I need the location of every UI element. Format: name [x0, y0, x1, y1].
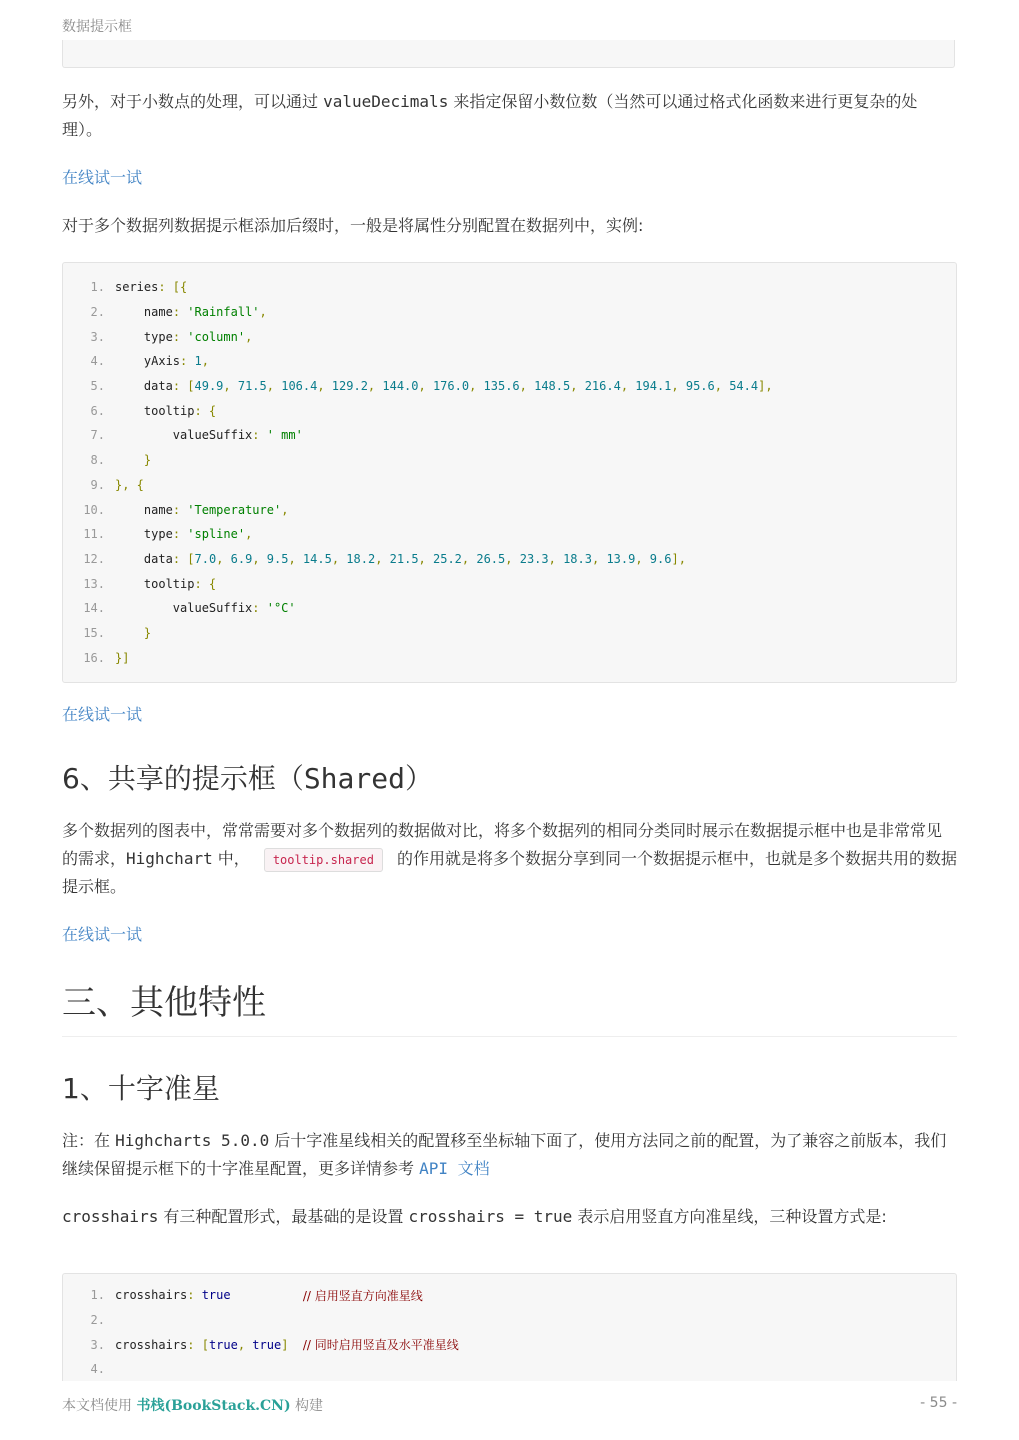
data-value: 23.3 — [519, 551, 549, 566]
code-line: 3. type : 'column' , — [90, 329, 253, 344]
data-value: 9.6 — [649, 551, 672, 566]
code-line: 7. valueSuffix : ' mm' — [90, 428, 303, 443]
code-line: 1. series : [{ — [90, 280, 188, 295]
data-value: 144.0 — [382, 379, 419, 394]
data-value: 6.9 — [230, 551, 253, 566]
code-line: 3. crosshairs : [ true , true ] // 同时启用竖直及水平准星线 — [90, 1337, 459, 1353]
bookstack-link[interactable]: 书栈(BookStack.CN) — [136, 1398, 291, 1414]
code-line: 10. name : 'Temperature' , — [83, 502, 289, 517]
suffix-paragraph: 对于多个数据列数据提示框添加后缀时，一般是将属性分别配置在数据列中，实例: — [62, 216, 644, 235]
api-docs-link[interactable]: API 文档 — [419, 1159, 490, 1178]
code-line: 4. yAxis : 1 , — [90, 354, 209, 369]
data-value: 148.5 — [534, 379, 571, 394]
data-value: 21.5 — [389, 551, 419, 566]
try-online-link[interactable]: 在线试一试 — [62, 168, 143, 187]
data-value: 18.2 — [346, 551, 376, 566]
data-value: 18.3 — [563, 551, 592, 566]
shared-paragraph: 多个数据列的图表中，常常需要对多个数据列的数据做对比，将多个数据列的相同分类同时展示在数据提示框中也是非常常见的需求，Highchart 中， tooltip.shared 的作用就是将多个数据分享到同一个数据提示框中，也就是多个数据共用的数据提示框。 — [62, 821, 957, 896]
code-block-crosshairs-clip — [62, 1273, 957, 1381]
data-value: 106.4 — [281, 379, 318, 394]
crosshairs-note: 注：在 Highcharts 5.0.0 后十字准星线相关的配置移至坐标轴下面了，使用方法同之前的配置，为了兼容之前版本，我们继续保留提示框下的十字准星配置，更多详情参考 API 文档 — [62, 1131, 947, 1178]
code-block-series — [62, 262, 957, 683]
data-value: 216.4 — [584, 379, 621, 394]
code-line: 2. — [90, 1313, 105, 1328]
code-line: 14. valueSuffix : '°C' — [83, 601, 296, 616]
footer-credit: 本文档使用 书栈(BookStack.CN) 构建 — [62, 1398, 324, 1414]
code-line: 8. } — [90, 453, 152, 468]
code-line: 9. }, { — [90, 477, 144, 492]
data-value: 176.0 — [432, 379, 470, 394]
inline-code: valueDecimals — [323, 92, 449, 111]
data-value: 26.5 — [476, 551, 506, 566]
data-value: 71.5 — [237, 379, 267, 394]
code-line: 11. type : 'spline' , — [83, 527, 253, 542]
try-online-link[interactable]: 在线试一试 — [62, 705, 143, 724]
code-line: 13. tooltip : { — [83, 576, 217, 591]
page-footer — [62, 1395, 957, 1415]
section-heading-other-features: 三、其他特性 — [62, 975, 957, 1037]
data-value: 135.6 — [483, 379, 520, 394]
data-value: 194.1 — [635, 379, 672, 394]
running-header: 数据提示框 — [62, 19, 132, 35]
data-value: 13.9 — [606, 551, 636, 566]
crosshairs-paragraph: crosshairs 有三种配置形式，最基础的是设置 crosshairs = true 表示启用竖直方向准星线，三种设置方式是: — [62, 1207, 887, 1226]
data-value: 25.2 — [433, 551, 462, 566]
data-value: 129.2 — [331, 379, 368, 394]
code-line-data-2: 12. data : [ 7.0, 6.9, 9.5, 14.5, 18.2, 21.5, 25.2, 26.5, 23.3, 18.3, 13.9, 9.6 ], — [83, 551, 686, 566]
data-value: 95.6 — [685, 379, 715, 394]
data-value: 54.4 — [729, 379, 759, 394]
code-line: 1. crosshairs : true // 启用竖直方向准星线 — [90, 1288, 423, 1303]
decimals-paragraph: 另外，对于小数点的处理，可以通过 valueDecimals 来指定保留小数位数（当然可以通过格式化函数来进行更复杂的处理）。 — [62, 92, 918, 139]
code-line: 4. — [90, 1362, 105, 1377]
code-line: 6. tooltip : { — [90, 403, 217, 418]
inline-code-tooltip-shared: tooltip.shared — [264, 848, 383, 872]
data-value: 49.9 — [194, 379, 224, 394]
section-heading-crosshairs: 1、十字准星 — [62, 1072, 220, 1105]
data-value: 9.5 — [266, 551, 289, 566]
code-line: 2. name : 'Rainfall' , — [90, 305, 267, 320]
previous-code-block-tail — [62, 40, 955, 68]
page-number: - 55 - — [920, 1395, 957, 1411]
code-line: 15. } — [83, 625, 152, 640]
code-line-data-1: 5. data : [ 49.9, 71.5, 106.4, 129.2, 144.0, 176.0, 135.6, 148.5, 216.4, 194.1, 95.6, 54.4 ], — [90, 379, 773, 394]
code-line: 16. }] — [83, 650, 130, 665]
data-value: 14.5 — [302, 551, 332, 566]
data-value: 7.0 — [194, 551, 217, 566]
try-online-link[interactable]: 在线试一试 — [62, 925, 143, 944]
main-content — [62, 88, 957, 1231]
code-block-crosshairs — [62, 1273, 957, 1381]
section-heading-shared: 6、共享的提示框（Shared） — [62, 762, 433, 795]
